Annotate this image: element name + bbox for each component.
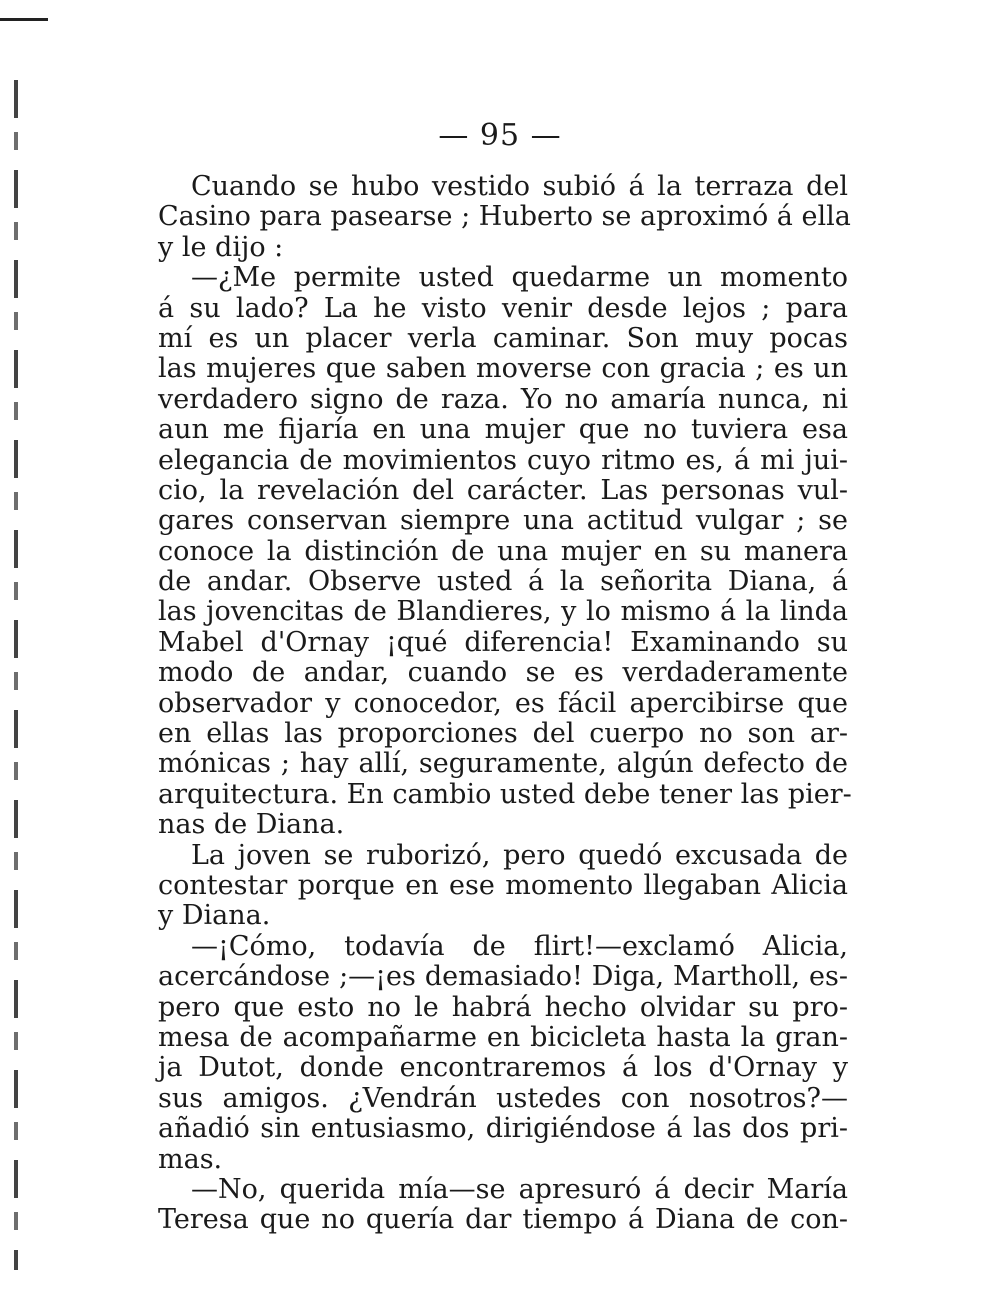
binding-edge-shadow [14, 80, 18, 1270]
text-line: —¿Me permite usted quedarme un momento [191, 262, 848, 294]
text-line: Cuando se hubo vestido subió á la terraza del [191, 171, 848, 202]
text-line: mas. [158, 1143, 223, 1175]
text-line: á su lado? La he visto venir desde lejos ; para [158, 292, 848, 324]
text-line: elegancia de movimientos cuyo ritmo es, á mi jui- [158, 444, 848, 476]
text-line: añadió sin entusiasmo, dirigiéndose á las dos pri- [158, 1113, 848, 1145]
text-line: las mujeres que saben moverse con gracia ; es un [158, 353, 848, 385]
text-line: verdadero signo de raza. Yo no amaría nunca, ni [158, 383, 848, 415]
text-line: arquitectura. En cambio usted debe tener las pier- [158, 778, 852, 810]
text-line: —¡Cómo, todavía de flirt!—exclamó Alicia, [191, 930, 848, 962]
text-line: mí es un placer verla caminar. Son muy pocas [158, 322, 848, 354]
text-line: pero que esto no le habrá hecho olvidar su pro- [158, 991, 848, 1023]
text-line: Mabel d'Ornay ¡qué diferencia! Examinando su [158, 626, 848, 658]
text-line: acercándose ;—¡es demasiado! Diga, Martholl, es- [158, 961, 848, 993]
text-line: modo de andar, cuando se es verdaderamente [158, 657, 848, 689]
text-line: Teresa que no quería dar tiempo á Diana de con- [158, 1204, 848, 1236]
text-line: gares conservan siempre una actitud vulgar ; se [158, 505, 848, 537]
text-line: observador y conocedor, es fácil apercibirse que [158, 687, 848, 719]
text-line: Casino para pasearse ; Huberto se aproximó á ella [158, 201, 851, 233]
text-line: y Diana. [158, 900, 271, 932]
text-line: aun me fijaría en una mujer que no tuviera esa [158, 414, 848, 446]
text-line: sus amigos. ¿Vendrán ustedes con nosotros?— [158, 1082, 848, 1114]
text-line: cio, la revelación del carácter. Las personas vul- [158, 474, 848, 506]
text-line: La joven se ruborizó, pero quedó excusada de [191, 839, 848, 871]
text-line: —No, querida mía—se apresuró á decir María [191, 1173, 848, 1205]
text-line: mesa de acompañarme en bicicleta hasta la gran- [158, 1021, 848, 1053]
text-line: nas de Diana. [158, 809, 345, 841]
page-number: — 95 — [438, 118, 562, 153]
text-line: contestar porque en ese momento llegaban Alicia [158, 869, 848, 901]
text-line: las jovencitas de Blandieres, y lo mismo á la linda [158, 596, 848, 628]
text-line: de andar. Observe usted á la señorita Diana, á [158, 566, 848, 598]
text-line: en ellas las proporciones del cuerpo no son ar- [158, 718, 848, 750]
text-line: conoce la distinción de una mujer en su manera [158, 535, 848, 567]
text-line: mónicas ; hay allí, seguramente, algún defecto de [158, 748, 848, 780]
body-text [158, 171, 852, 1236]
text-line: y le dijo : [158, 231, 284, 263]
top-edge-rule [0, 18, 48, 21]
text-line: ja Dutot, donde encontraremos á los d'Ornay y [158, 1052, 848, 1084]
